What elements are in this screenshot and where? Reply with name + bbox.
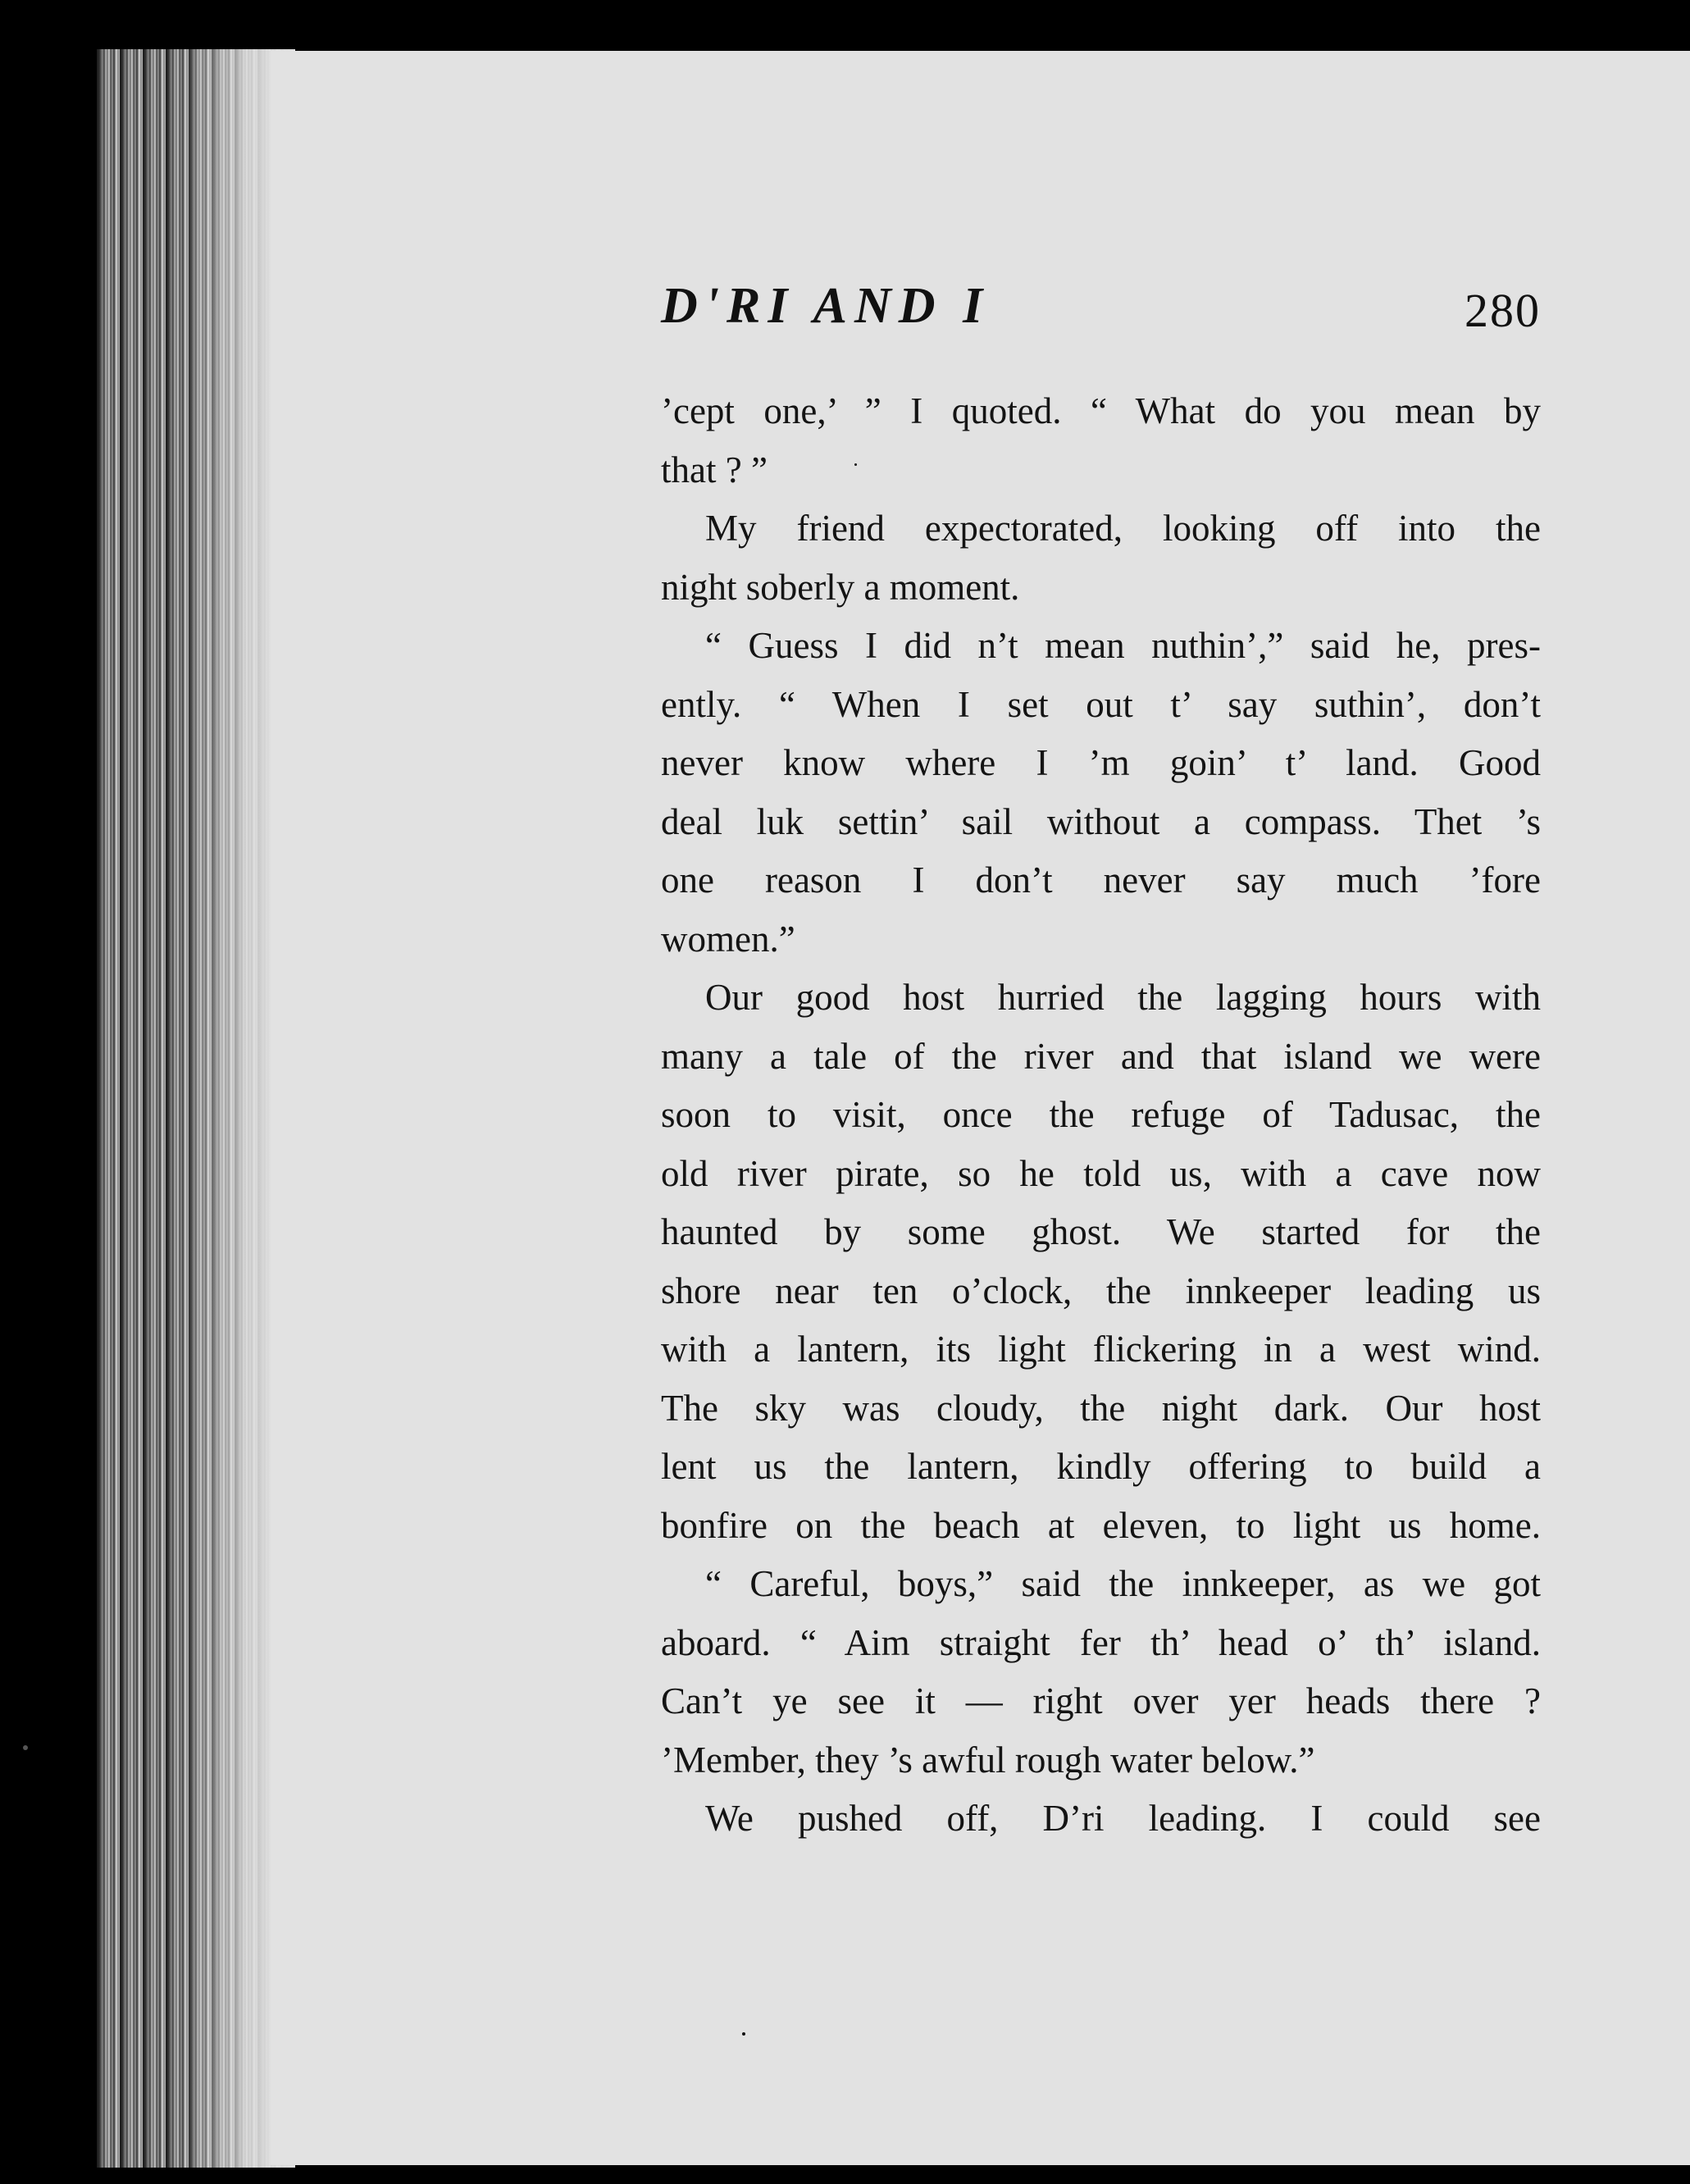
- text-line: soon to visit, once the refuge of Tadusac, the: [661, 1094, 1541, 1135]
- text-line: aboard. “ Aim straight fer th’ head o’ th’ island.: [661, 1621, 1541, 1663]
- text-line: Our good host hurried the lagging hours with: [705, 977, 1541, 1018]
- text-line: one reason I don’t never say much ’fore: [661, 859, 1541, 901]
- text-line: that ? ”: [661, 449, 768, 490]
- text-line: ’cept one,’ ” I quoted. “ What do you mean by: [661, 390, 1541, 431]
- text-line: bonfire on the beach at eleven, to light us home.: [661, 1504, 1541, 1546]
- text-line: The sky was cloudy, the night dark. Our host: [661, 1387, 1541, 1429]
- page-number: 280: [1465, 284, 1541, 337]
- scan-speck: [854, 463, 857, 466]
- text-line: We pushed off, D’ri leading. I could see: [705, 1798, 1541, 1839]
- scan-border-left: [0, 0, 98, 2184]
- text-line: ’Member, they ’s awful rough water below.”: [661, 1739, 1315, 1780]
- text-line: deal luk settin’ sail without a compass. Thet ’s: [661, 800, 1541, 842]
- text-line: lent us the lantern, kindly offering to build a: [661, 1446, 1541, 1487]
- text-line: old river pirate, so he told us, with a cave now: [661, 1152, 1541, 1194]
- text-line: with a lantern, its light flickering in a west wind.: [661, 1329, 1541, 1370]
- text-line: never know where I ’m goin’ t’ land. Good: [661, 742, 1541, 783]
- scan-speck: [23, 1745, 28, 1750]
- scan-border-top: [0, 0, 1690, 53]
- scan-border-bottom: [0, 2165, 1690, 2184]
- scan-speck: [742, 2032, 745, 2036]
- text-line: haunted by some ghost. We started for the: [661, 1211, 1541, 1252]
- text-line: women.”: [661, 918, 795, 960]
- body-text: [661, 382, 1541, 1849]
- text-line: night soberly a moment.: [661, 566, 1020, 608]
- text-line: ently. “ When I set out t’ say suthin’, don’t: [661, 683, 1541, 725]
- text-line: many a tale of the river and that island we were: [661, 1035, 1541, 1077]
- page-gutter-shadow: [180, 49, 295, 2168]
- text-line: Can’t ye see it — right over yer heads there ?: [661, 1680, 1541, 1721]
- text-line: My friend expectorated, looking off into the: [705, 508, 1541, 549]
- running-title: D'RI AND I: [661, 278, 991, 334]
- text-line: shore near ten o’clock, the innkeeper leading us: [661, 1270, 1541, 1311]
- running-head: [661, 273, 1541, 339]
- text-line: “ Careful, boys,” said the innkeeper, as we got: [705, 1563, 1541, 1604]
- text-line: “ Guess I did n’t mean nuthin’,” said he, pres-: [705, 625, 1541, 666]
